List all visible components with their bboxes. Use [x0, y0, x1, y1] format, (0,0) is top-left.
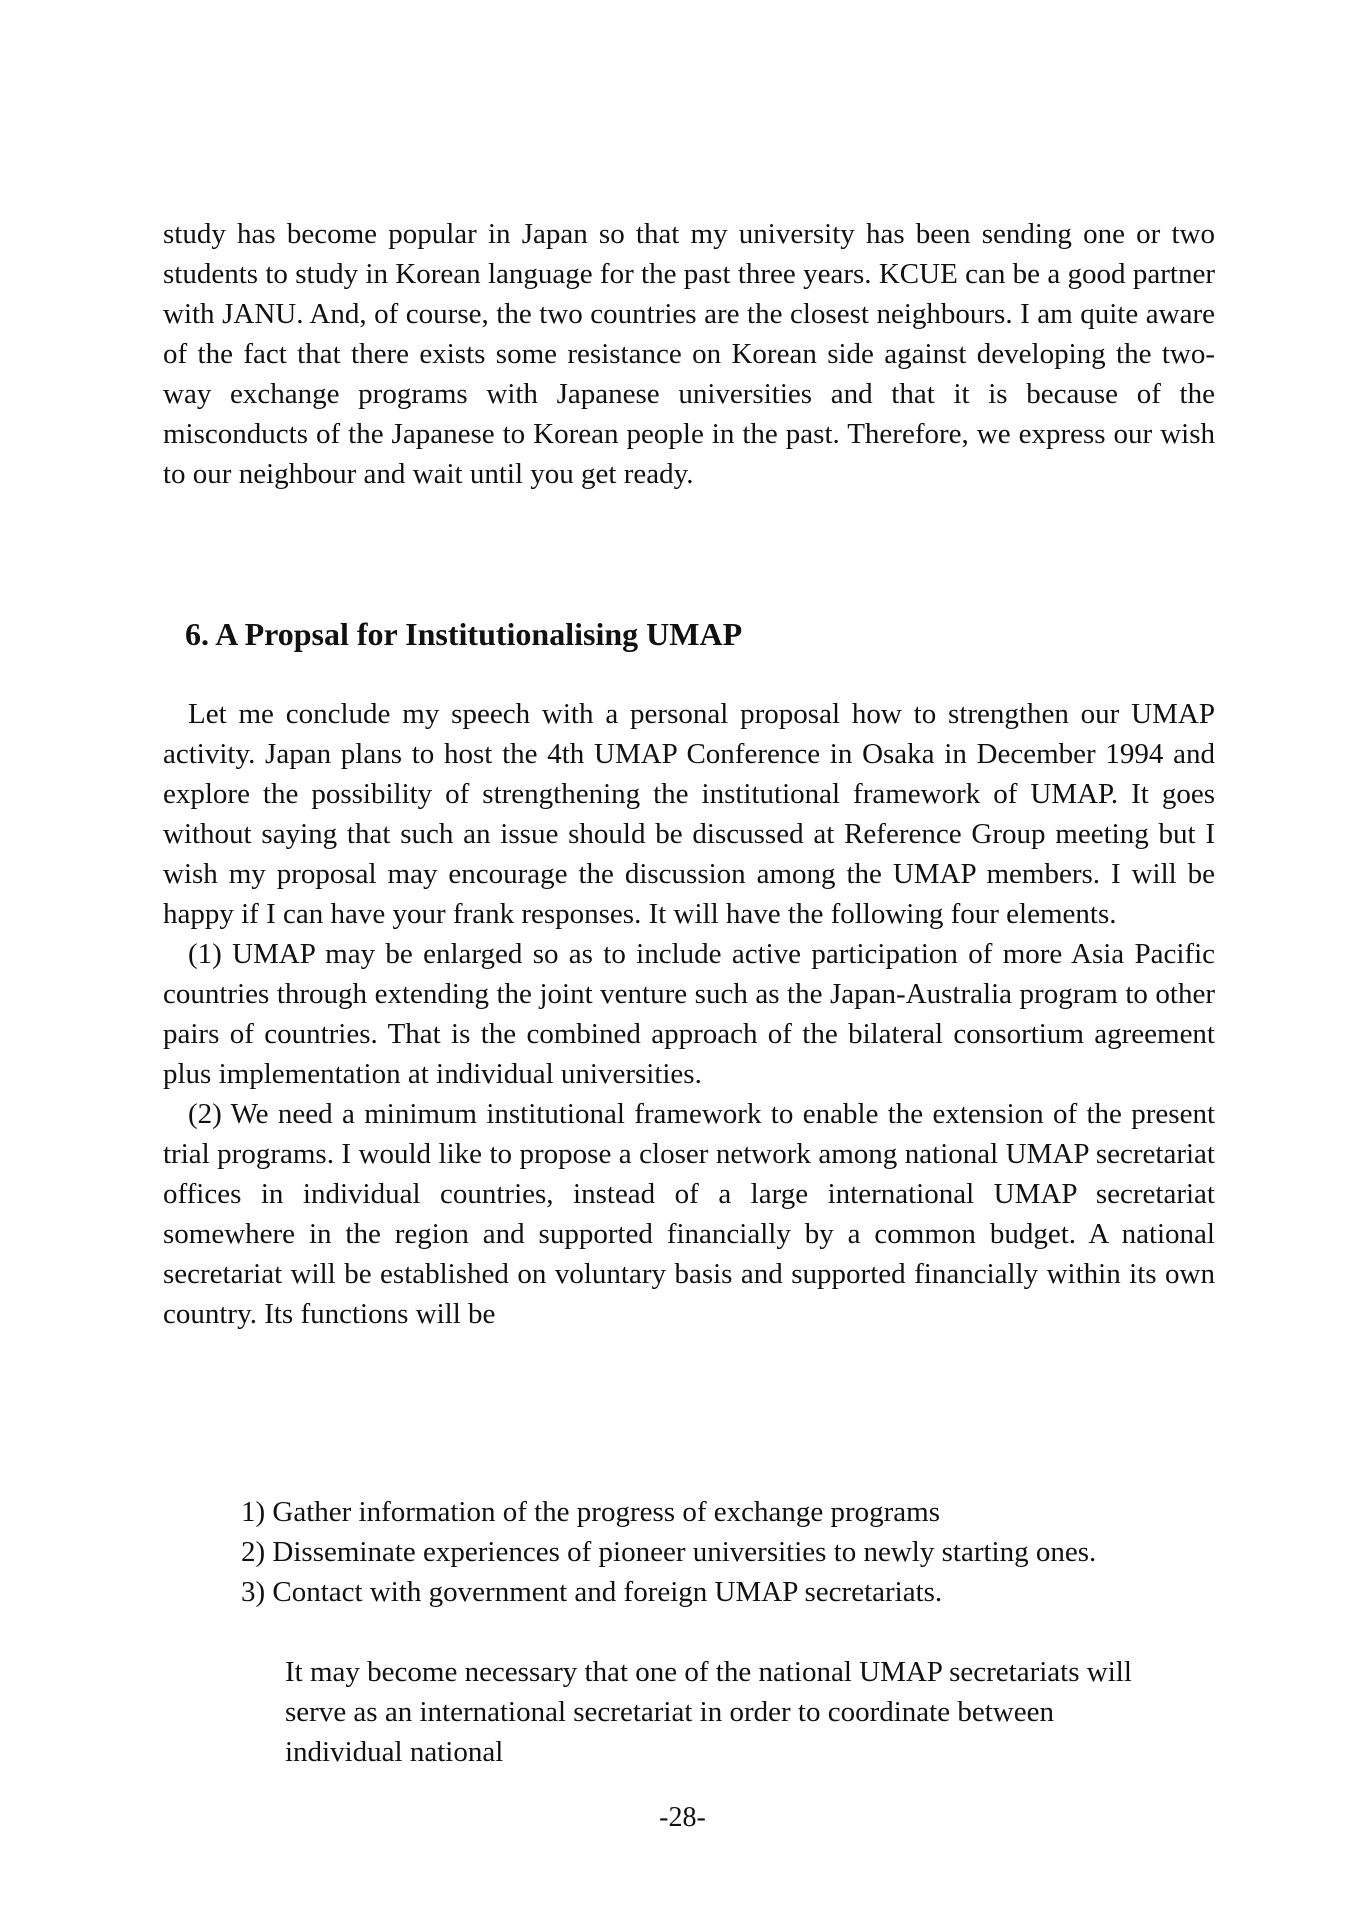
paragraph-element-1: (1) UMAP may be enlarged so as to include active participation of more Asia Pacific countries through extending the joint venture such as the Japan-Australia program to other pairs of countries. That is the combined approach of the bilateral consortium agreement plus implementation at individual universities. [163, 938, 1215, 1090]
functions-list [241, 1492, 1161, 1612]
text-column [163, 0, 1215, 1920]
closing-paragraph: It may become necessary that one of the national UMAP secretariats will serve as an international secretariat in order to coordinate between individual national [285, 1656, 1132, 1768]
closing-block [285, 1652, 1165, 1772]
intro-paragraph: study has become popular in Japan so that my university has been sending one or two students to study in Korean language for the past three years. KCUE can be a good partner with JANU. And, of course, the two countries are the closest neighbours. I am quite aware of the fact that there exists some resistance on Korean side against developing the two-way exchange programs with Japanese universities and that it is because of the misconducts of the Japanese to Korean people in the past. Therefore, we express our wish to our neighbour and wait until you get ready. [163, 218, 1215, 490]
section-heading: 6. A Propsal for Institutionalising UMAP [185, 616, 743, 652]
page-number: -28- [659, 1802, 706, 1833]
list-item: 2) Disseminate experiences of pioneer universities to newly starting ones. [241, 1536, 1097, 1568]
paragraph-proposal: Let me conclude my speech with a personal proposal how to strengthen our UMAP activity. Japan plans to host the 4th UMAP Conference in Osaka in December 1994 and explore the possibility of strengthening the institutional framework of UMAP. It goes without saying that such an issue should be discussed at Reference Group meeting but I wish my proposal may encourage the discussion among the UMAP members. I will be happy if I can have your frank responses. It will have the following four elements. [163, 698, 1215, 930]
list-item: 1) Gather information of the progress of exchange programs [241, 1496, 940, 1528]
paragraph-element-2: (2) We need a minimum institutional framework to enable the extension of the present trial programs. I would like to propose a closer network among national UMAP secretariat offices in individual countries, instead of a large international UMAP secretariat somewhere in the region and supported financially by a common budget. A national secretariat will be established on voluntary basis and supported financially within its own country. Its functions will be [163, 1098, 1215, 1330]
list-item: 3) Contact with government and foreign UMAP secretariats. [241, 1576, 943, 1608]
section-body [163, 694, 1215, 1334]
